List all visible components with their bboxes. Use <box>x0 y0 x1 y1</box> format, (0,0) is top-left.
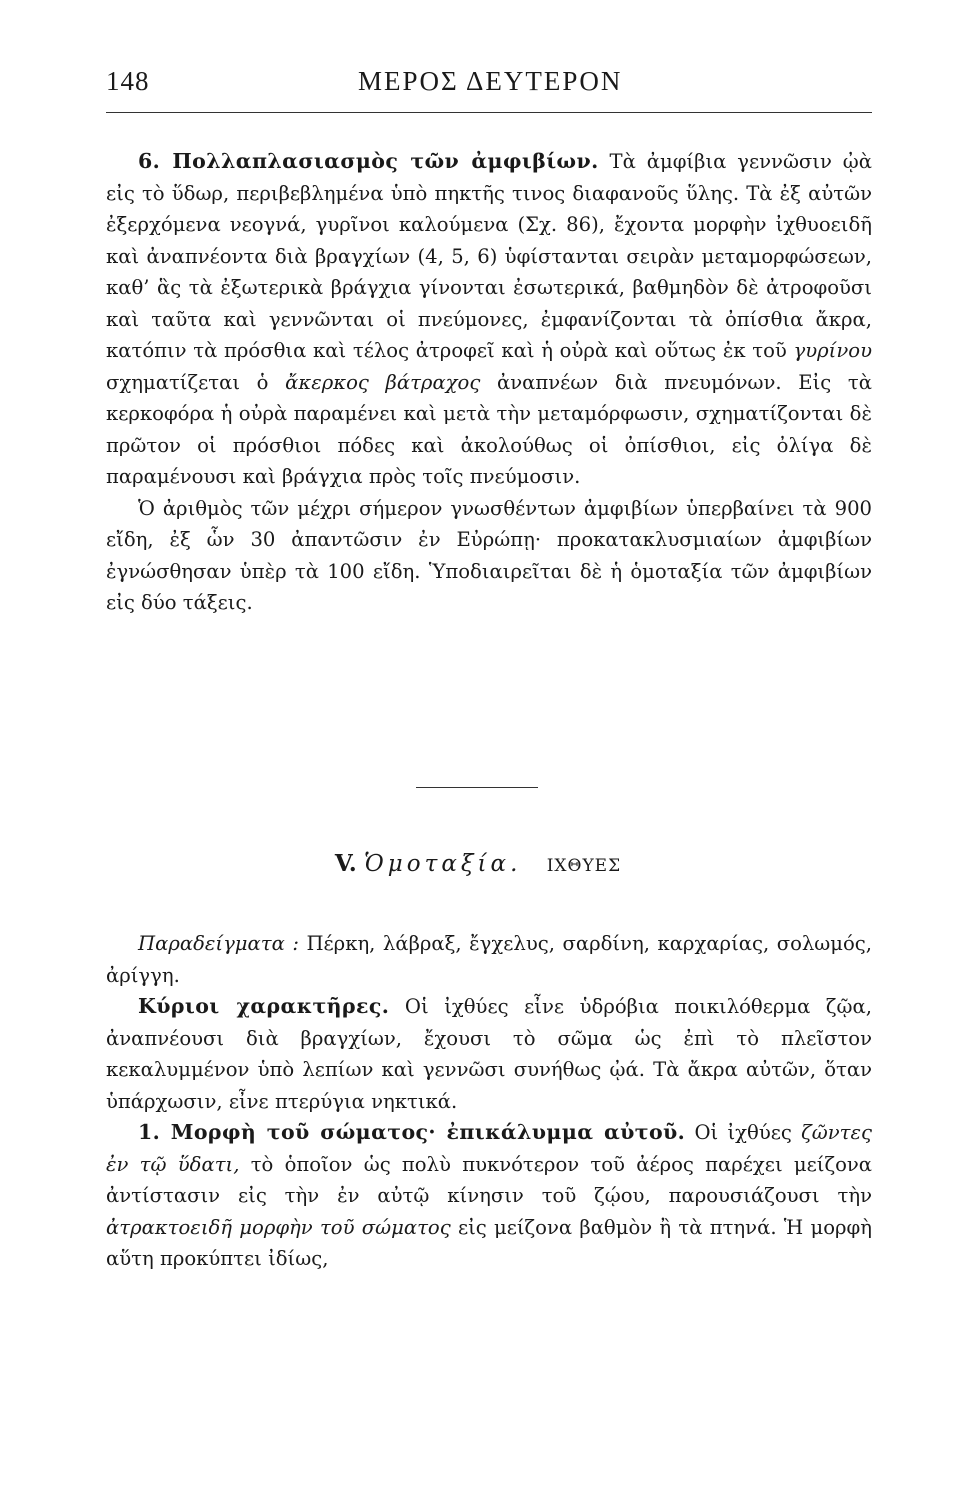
section-1-heading: 1. Μορφὴ τοῦ σώματος· ἐπικάλυμμα αὐτοῦ. <box>138 1120 686 1144</box>
examples-paragraph <box>106 928 872 991</box>
section-1-italic-1: ζῶντες ἐν τῷ ὕδατι, <box>106 1121 872 1176</box>
examples-block <box>106 928 872 1275</box>
running-head: ΜΕΡΟΣ ΔΕΥΤΕΡΟΝ <box>358 66 623 96</box>
chapter-numeral: V. <box>334 850 357 877</box>
section-6-text-c: ἀναπνέων διὰ πνευμόνων. Εἰς τὰ κερκοφόρα ἡ οὐρὰ παραμένει καὶ μετὰ τὴν μεταμόρφωσιν, σχηματίζονται δὲ πρῶτον οἱ πρόσθιοι πόδες καὶ ἀκολούθως οἱ ὀπίσθιοι, εἰς ὀλίγα δὲ παραμένουσι καὶ βράγχια πρὸς τοῖς πνεύμοσιν. <box>106 370 872 488</box>
chapter-subtitle: ΙΧΘΥΕΣ <box>546 856 622 876</box>
section-1-paragraph <box>106 1117 872 1275</box>
section-6 <box>106 146 872 619</box>
section-6-heading: 6. Πολλαπλασιασμὸς τῶν ἀμφιβίων. <box>138 149 599 173</box>
section-6-paragraph-1 <box>106 146 872 493</box>
header-rule <box>106 112 872 113</box>
chapter-name: Ὁμοταξία. <box>364 851 522 877</box>
section-6-text-a: Τὰ ἀμφίβια γεννῶσιν ᾠὰ εἰς τὸ ὕδωρ, περιβεβλημένα ὑπὸ πηκτῆς τινος διαφανοῦς ὕλης. Τὰ ἐξ αὐτῶν ἐξερχόμενα νεογνά, γυρῖνοι καλούμενα (Σχ. 86), ἔχοντα μορφὴν ἰχθυοειδῆ καὶ ἀναπνέοντα διὰ βραγχίων (4, 5, 6) ὑφίστανται σειρὰν μεταμορφώσεων, καθ’ ἃς τὰ ἐξωτερικὰ βράγχια γίνονται ἐσωτερικά, βαθμηδὸν δὲ ἀτροφοῦσι καὶ ταῦτα καὶ γεννῶνται οἱ πνεύμονες, ἐμφανίζονται τὰ ὀπίσθια ἄκρα, κατόπιν τὰ πρόσθια καὶ τέλος ἀτροφεῖ καὶ ἡ οὐρὰ καὶ οὕτως ἐκ τοῦ <box>106 150 873 362</box>
chapter-title <box>0 850 956 877</box>
section-divider <box>416 787 538 788</box>
section-1-text-a: Οἱ ἰχθύες <box>694 1121 792 1144</box>
section-1-text-c: εἰς μείζονα βαθμὸν ἢ τὰ πτηνά. Ἡ μορφὴ αὕτη προκύπτει ἰδίως, <box>106 1215 872 1270</box>
examples-text: Πέρκη, λάβραξ, ἔγχελυς, σαρδίνη, καρχαρίας, σολωμός, ἀρίγγη. <box>106 932 872 987</box>
section-1-italic-2: ἀτρακτοειδῆ μορφὴν τοῦ σώματος <box>106 1215 451 1239</box>
characters-paragraph <box>106 991 872 1117</box>
page-header <box>106 58 872 110</box>
section-1-text-b: τὸ ὁποῖον ὡς πολὺ πυκνότερον τοῦ ἀέρος παρέχει μείζονα ἀντίστασιν εἰς τὴν ἐν αὐτῷ κίνησιν τοῦ ζῴου, παρουσιάζουσι τὴν <box>106 1152 873 1207</box>
characters-text: Οἱ ἰχθύες εἶνε ὑδρόβια ποικιλόθερμα ζῷα, ἀναπνέουσι διὰ βραγχίων, ἔχουσι τὸ σῶμα ὡς ἐπὶ τὸ πλεῖστον κεκαλυμμένον ὑπὸ λεπίων καὶ γεννῶσι συνήθως ᾠά. Τὰ ἄκρα αὐτῶν, ὅταν ὑπάρχωσιν, εἶνε πτερύγια νηκτικά. <box>106 995 872 1113</box>
section-6-text-b: σχηματίζεται ὁ <box>106 370 269 394</box>
characters-heading: Κύριοι χαρακτῆρες. <box>138 994 390 1018</box>
section-6-italic-1: γυρίνου <box>793 339 872 362</box>
section-6-paragraph-2: Ὁ ἀριθμὸς τῶν μέχρι σήμερον γνωσθέντων ἀμφιβίων ὑπερβαίνει τὰ 900 εἴδη, ἐξ ὧν 30 ἀπαντῶσιν ἐν Εὐρώπῃ· προκατακλυσμιαίων ἀμφιβίων ἐγνώσθησαν ὑπὲρ τὰ 100 εἴδη. Ὑποδιαιρεῖται δὲ ἡ ὁμοταξία τῶν ἀμφιβίων εἰς δύο τάξεις. <box>106 496 872 614</box>
examples-label: Παραδείγματα : <box>138 932 299 955</box>
page-number: 148 <box>106 66 150 96</box>
section-6-italic-2: ἄκερκος βάτραχος <box>285 370 481 394</box>
